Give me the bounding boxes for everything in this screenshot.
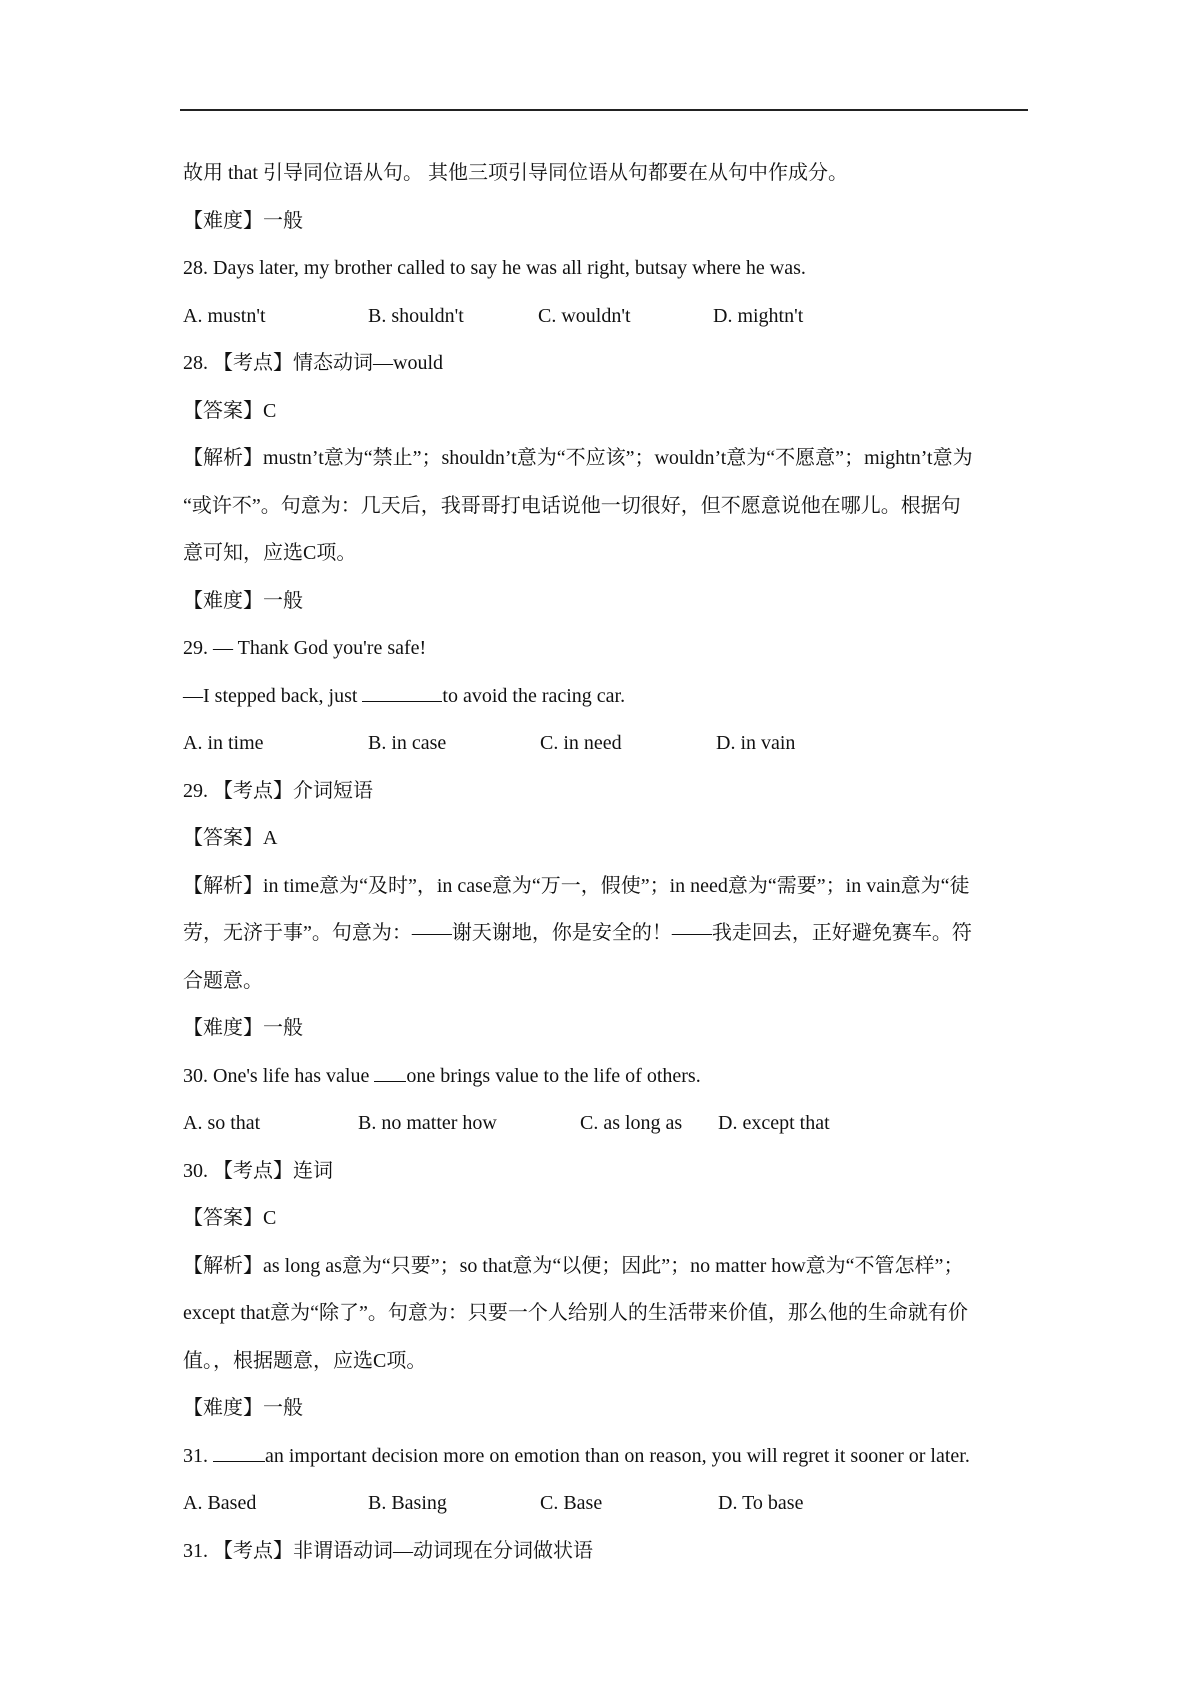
option-d: D. To base [718,1492,804,1514]
document-content [183,150,1028,1575]
option-d: D. except that [718,1112,830,1134]
option-a: A. in time [183,732,264,754]
question-29-stem-start: —I stepped back, just [183,684,363,707]
option-d: D. mightn't [713,304,804,327]
question-31-stem [183,1433,1028,1481]
option-c: C. in need [540,732,622,754]
question-30-stem-start: 30. One's life has value [183,1064,375,1087]
question-30-explanation-1: 【解析】as long as意为“只要”；so that意为“以便；因此”；no matter how意为“不管怎样”； [183,1254,964,1277]
question-31-options [183,1480,1028,1528]
option-a: A. so that [183,1112,261,1134]
question-30-stem-end: one brings value to the life of others. [406,1064,701,1087]
question-30-point: 30. 【考点】连词 [183,1159,333,1182]
option-c: C. Base [540,1492,603,1514]
question-29-stem-2 [183,673,1028,721]
option-c: C. as long as [580,1112,683,1134]
option-d: D. in vain [716,732,796,754]
text-line: 故用 that 引导同位语从句。 其他三项引导同位语从句都要在从句中作成分。 [183,162,848,184]
option-b: B. in case [368,732,447,754]
question-30-explanation-2: except that意为“除了”。句意为：只要一个人给别人的生活带来价值，那么他的生命就有价 [183,1302,968,1324]
question-29-options [183,720,1028,768]
option-b: B. shouldn't [368,304,464,327]
question-31-stem-end: an important decision more on emotion than on reason, you will regret it sooner or later. [265,1444,970,1467]
option-a: A. Based [183,1492,257,1514]
question-29-stem-end: to avoid the racing car. [442,684,626,707]
question-28-options [183,293,1028,341]
question-28-explanation-2: “或许不”。句意为：几天后，我哥哥打电话说他一切很好，但不愿意说他在哪儿。根据句 [183,494,961,517]
question-28-point: 28. 【考点】情态动词—would [183,352,443,374]
question-28-explanation-3: 意可知，应选C项。 [183,542,357,564]
question-29-explanation-1: 【解析】in time意为“及时”，in case意为“万一，假使”；in need意为“需要”；in vain意为“徒 [183,874,970,897]
question-28-stem-start: 28. Days later, my brother called to say he was all right, but [183,257,661,279]
question-30-difficulty: 【难度】一般 [183,1397,303,1419]
question-29-difficulty: 【难度】一般 [183,1017,303,1039]
question-29-point: 29. 【考点】介词短语 [183,779,373,802]
answer-blank [213,1443,265,1462]
answer-blank [362,683,442,702]
header-rule [180,109,1028,111]
question-28-answer: 【答案】C [183,399,277,422]
option-c: C. wouldn't [538,304,631,327]
question-29-explanation-2: 劳，无济于事”。句意为：——谢天谢地，你是安全的！——我走回去，正好避免赛车。符 [183,922,972,944]
question-29-stem-1: 29. — Thank God you're safe! [183,637,427,659]
question-28-explanation-1: 【解析】mustn’t意为“禁止”；shouldn’t意为“不应该”；wouldn’t意为“不愿意”；mightn’t意为 [183,447,973,469]
answer-blank [374,1063,406,1082]
option-b: B. Basing [368,1492,447,1514]
question-28-stem [183,245,1028,293]
question-28-stem-end: say where he was. [660,257,806,279]
option-a: A. mustn't [183,304,266,327]
question-30-options [183,1100,1028,1148]
question-29-answer: 【答案】A [183,827,278,849]
question-30-explanation-3: 值。，根据题意，应选C项。 [183,1349,427,1372]
question-28-difficulty: 【难度】一般 [183,589,303,612]
question-29-explanation-3: 合题意。 [183,969,263,992]
difficulty-line: 【难度】一般 [183,209,303,232]
question-31-point: 31. 【考点】非谓语动词—动词现在分词做状语 [183,1539,593,1562]
question-30-stem [183,1053,1028,1101]
option-b: B. no matter how [358,1112,497,1134]
question-30-answer: 【答案】C [183,1207,277,1229]
question-31-stem-start: 31. [183,1444,213,1467]
